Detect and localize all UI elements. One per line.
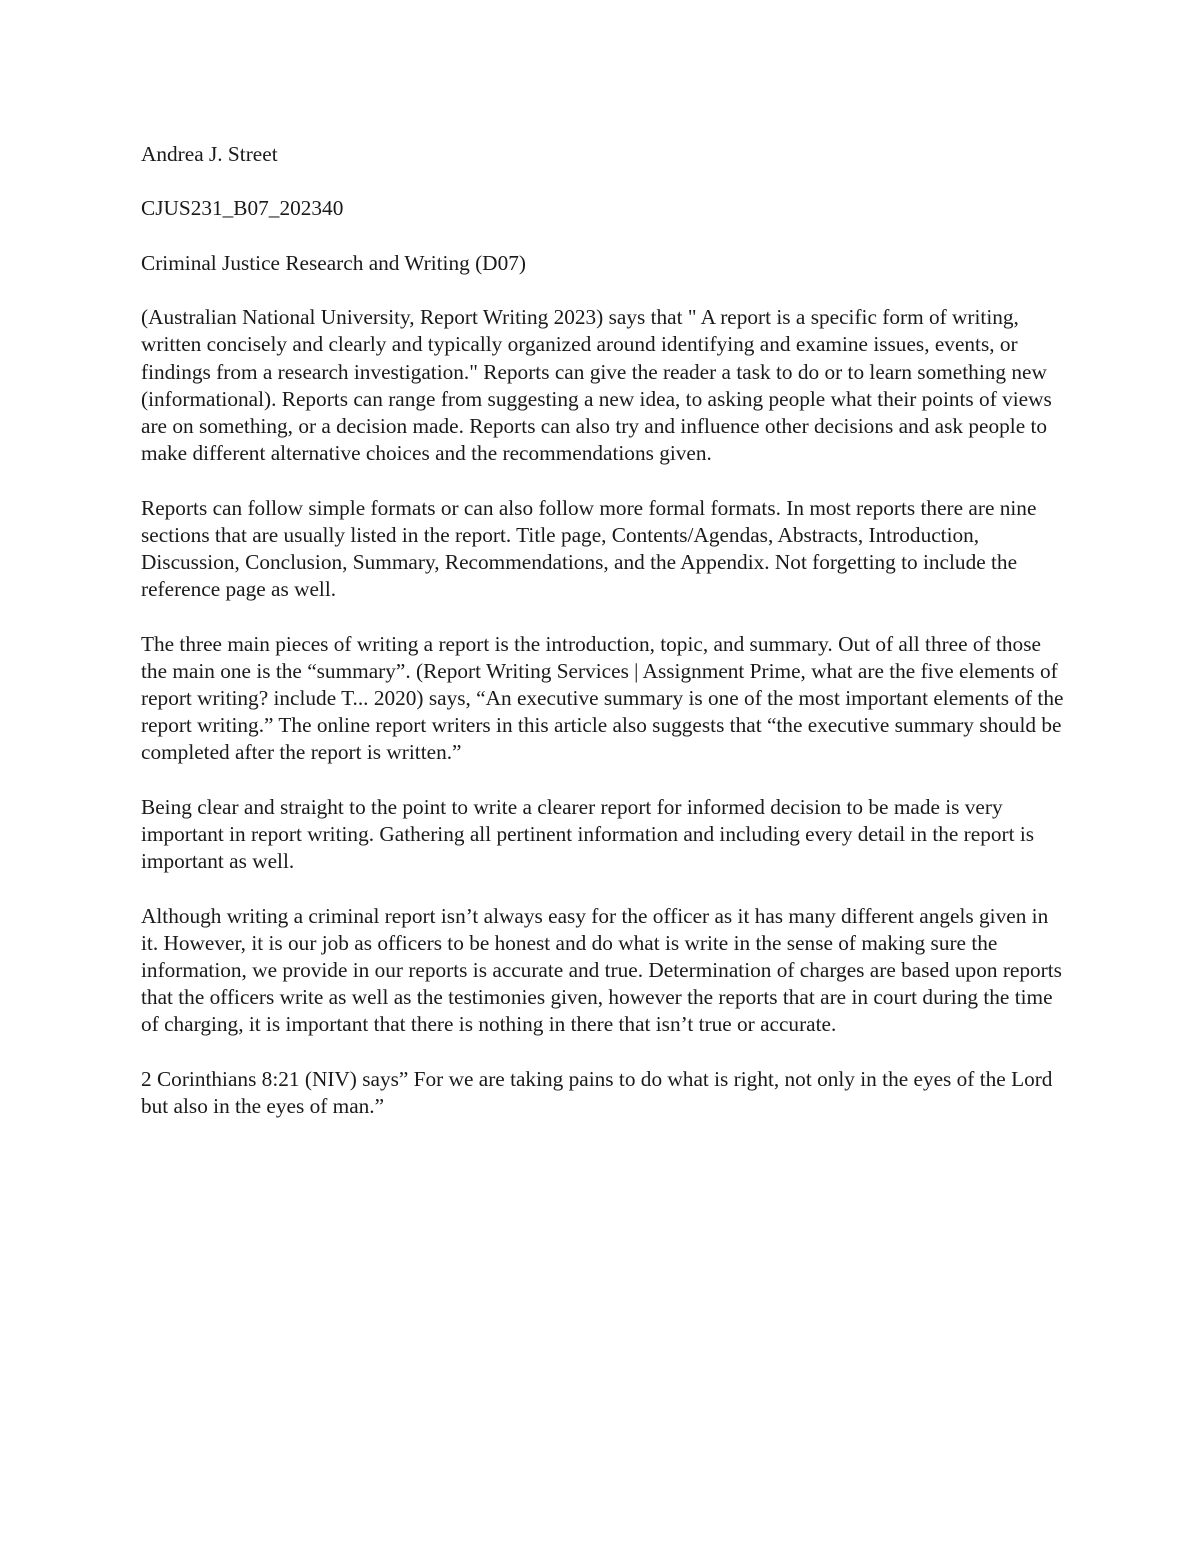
document-content (141, 141, 1066, 1147)
course-code: CJUS231_B07_202340 (141, 196, 344, 221)
course-title: Criminal Justice Research and Writing (D07) (141, 250, 526, 275)
paragraph-report-formats: Reports can follow simple formats or can also follow more formal formats. In most reports there are nine sections that are usually listed in the report. Title page, Contents/Agendas, Abstracts, Introduction, Discussion, Conclusion, Summary, Recommendations, and the Appendix. Not forgetting to include the reference page as well. (141, 495, 1037, 602)
paragraph-main-pieces: The three main pieces of writing a report is the introduction, topic, and summary. Out of all three of those the main one is the “summary”. (Report Writing Services | Assignment Prime, what are the five elements of report writing? include T... 2020) says, “An executive summary is one of the most important elements of the report writing.” The online report writers in this article also suggests that “the executive summary should be completed after the report is written.” (141, 631, 1064, 765)
paragraph-scripture-quote: 2 Corinthians 8:21 (NIV) says” For we are taking pains to do what is right, not only in the eyes of the Lord but also in the eyes of man.” (141, 1066, 1053, 1118)
paragraph-report-definition: (Australian National University, Report Writing 2023) says that " A report is a specific form of writing, written concisely and clearly and typically organized around identifying and examine issues, events, or findings from a research investigation." Reports can give the reader a task to do or to learn something new (informational). Reports can range from suggesting a new idea, to asking people what their points of views are on something, or a decision made. Reports can also try and influence other decisions and ask people to make different alternative choices and the recommendations given. (141, 305, 1052, 466)
author-name: Andrea J. Street (141, 142, 278, 166)
paragraph-clarity: Being clear and straight to the point to write a clearer report for informed decision to be made is very important in report writing. Gathering all pertinent information and including every detail in the report is important as well. (141, 794, 1035, 874)
paragraph-criminal-report: Although writing a criminal report isn’t always easy for the officer as it has many different angels given in it. However, it is our job as officers to be honest and do what is write in the sense of making sure the information, we provide in our reports is accurate and true. Determination of charges are based upon reports that the officers write as well as the testimonies given, however the reports that are in court during the time of charging, it is important that there is nothing in there that isn’t true or accurate. (141, 903, 1062, 1037)
